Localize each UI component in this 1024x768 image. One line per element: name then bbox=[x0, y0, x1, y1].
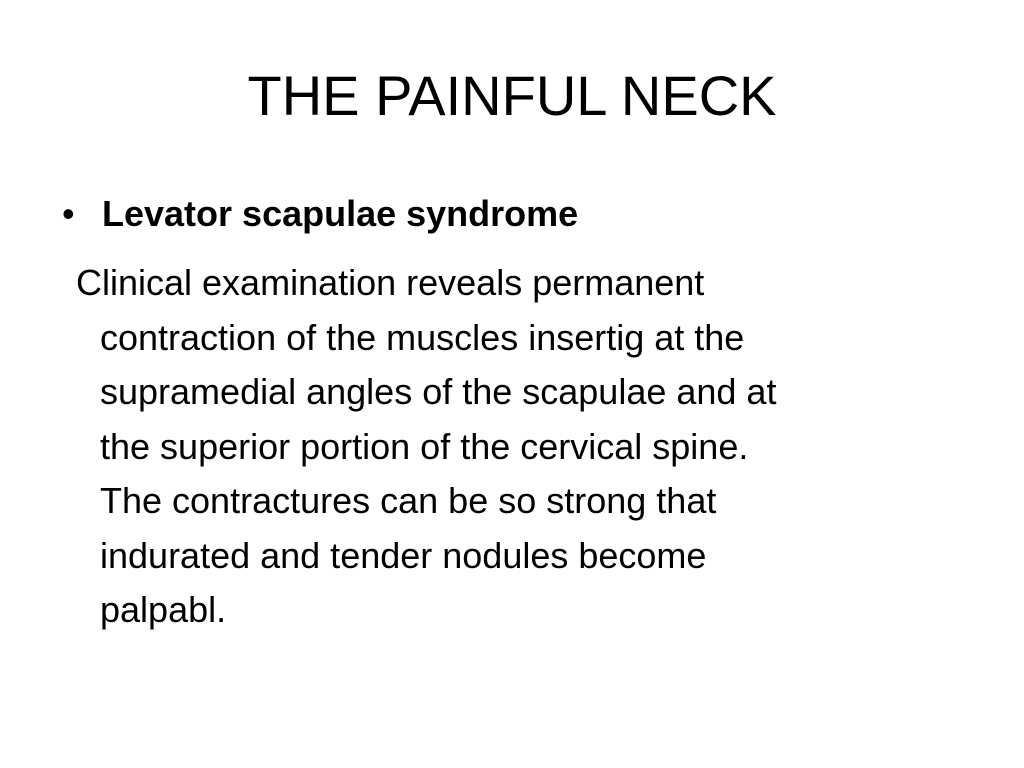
body-line: palpabl. bbox=[100, 589, 227, 630]
body-line: indurated and tender nodules become bbox=[100, 534, 707, 576]
body-line: Clinical examination reveals permanent bbox=[76, 262, 705, 303]
body-line: contraction of the muscles insertig at the bbox=[100, 316, 745, 358]
bullet-dot: • bbox=[62, 193, 75, 234]
body-line: the superior portion of the cervical spine. bbox=[100, 425, 749, 467]
slide-title: THE PAINFUL NECK bbox=[247, 64, 777, 127]
bullet-heading: Levator scapulae syndrome bbox=[102, 193, 579, 234]
body-line: supramedial angles of the scapulae and at bbox=[100, 371, 777, 412]
body-line: The contractures can be so strong that bbox=[100, 480, 717, 521]
body-paragraph bbox=[76, 256, 970, 638]
